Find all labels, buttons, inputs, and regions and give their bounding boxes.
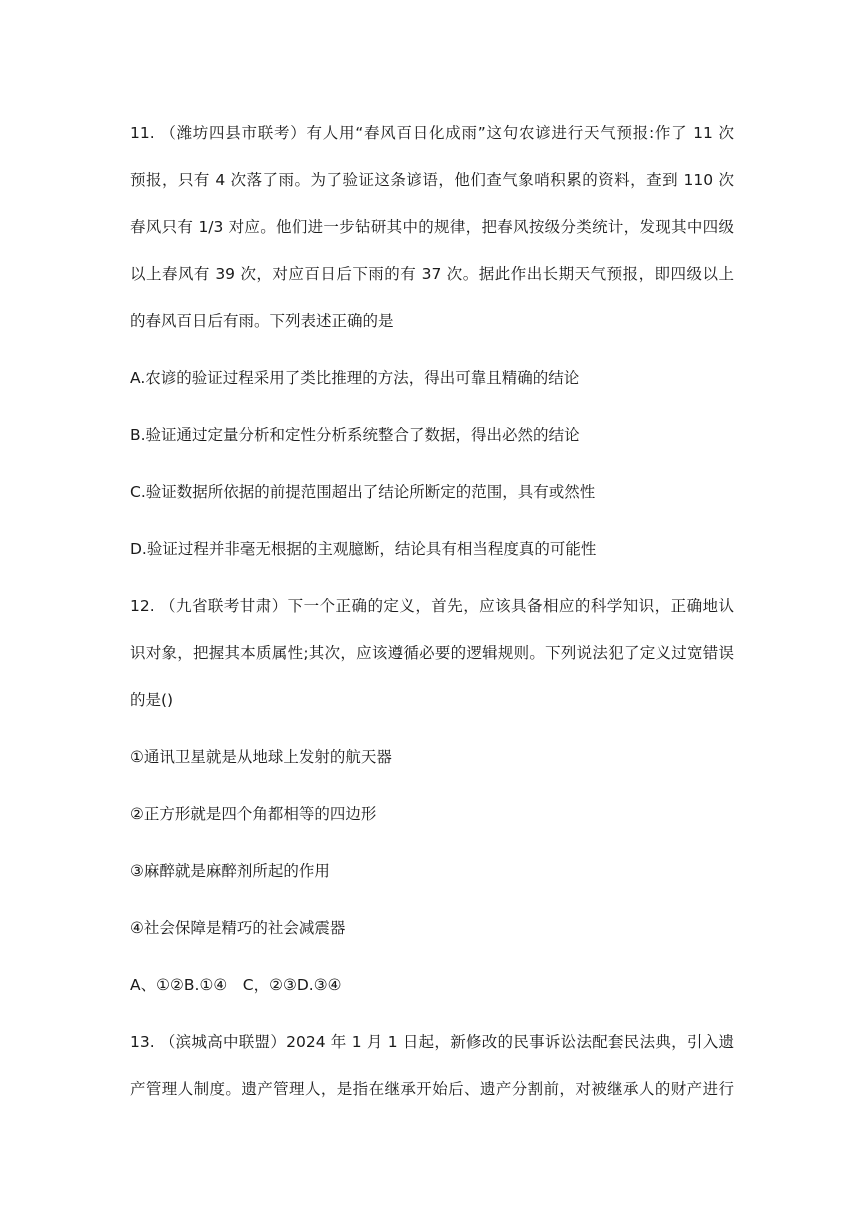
answer-option-c: C.验证数据所依据的前提范围超出了结论所断定的范围，具有或然性 xyxy=(130,483,596,501)
question-text-line: 13. （滨城高中联盟）2024 年 1 月 1 日起，新修改的民事诉讼法配套民法典，引入遗 xyxy=(130,1033,734,1051)
answer-choices: A、①②B.①④ C，②③D.③④ xyxy=(130,976,342,994)
question-text-line: 识对象，把握其本质属性;其次，应该遵循必要的逻辑规则。下列说法犯了定义过宽错误 xyxy=(130,644,734,662)
question-text-line: 12. （九省联考甘肃）下一个正确的定义，首先，应该具备相应的科学知识，正确地认 xyxy=(130,597,734,615)
answer-option-d: D.验证过程并非毫无根据的主观臆断，结论具有相当程度真的可能性 xyxy=(130,540,597,558)
answer-option-a: A.农谚的验证过程采用了类比推理的方法，得出可靠且精确的结论 xyxy=(130,369,580,387)
statement-4: ④社会保障是精巧的社会减震器 xyxy=(130,919,346,937)
answer-option-b: B.验证通过定量分析和定性分析系统整合了数据，得出必然的结论 xyxy=(130,426,580,444)
question-11 xyxy=(130,110,734,583)
document-page xyxy=(130,110,734,1113)
question-text-line: 预报，只有 4 次落了雨。为了验证这条谚语，他们查气象哨积累的资料，查到 110 次 xyxy=(130,171,734,189)
question-text-line: 11. （潍坊四县市联考）有人用“春风百日化成雨”这句农谚进行天气预报:作了 11 次 xyxy=(130,124,734,142)
question-text-line: 的是() xyxy=(130,691,174,709)
question-13 xyxy=(130,1019,734,1113)
question-12 xyxy=(130,583,734,1019)
question-text-line: 春风只有 1/3 对应。他们进一步钻研其中的规律，把春风按级分类统计，发现其中四级 xyxy=(130,218,734,236)
statement-3: ③麻醉就是麻醉剂所起的作用 xyxy=(130,862,330,880)
statement-2: ②正方形就是四个角都相等的四边形 xyxy=(130,805,377,823)
question-text-line: 产管理人制度。遗产管理人，是指在继承开始后、遗产分割前，对被继承人的财产进行 xyxy=(130,1080,734,1098)
question-text-line: 以上春风有 39 次，对应百日后下雨的有 37 次。据此作出长期天气预报，即四级以上 xyxy=(130,265,734,283)
statement-1: ①通讯卫星就是从地球上发射的航天器 xyxy=(130,748,392,766)
question-text-line: 的春风百日后有雨。下列表述正确的是 xyxy=(130,312,394,330)
